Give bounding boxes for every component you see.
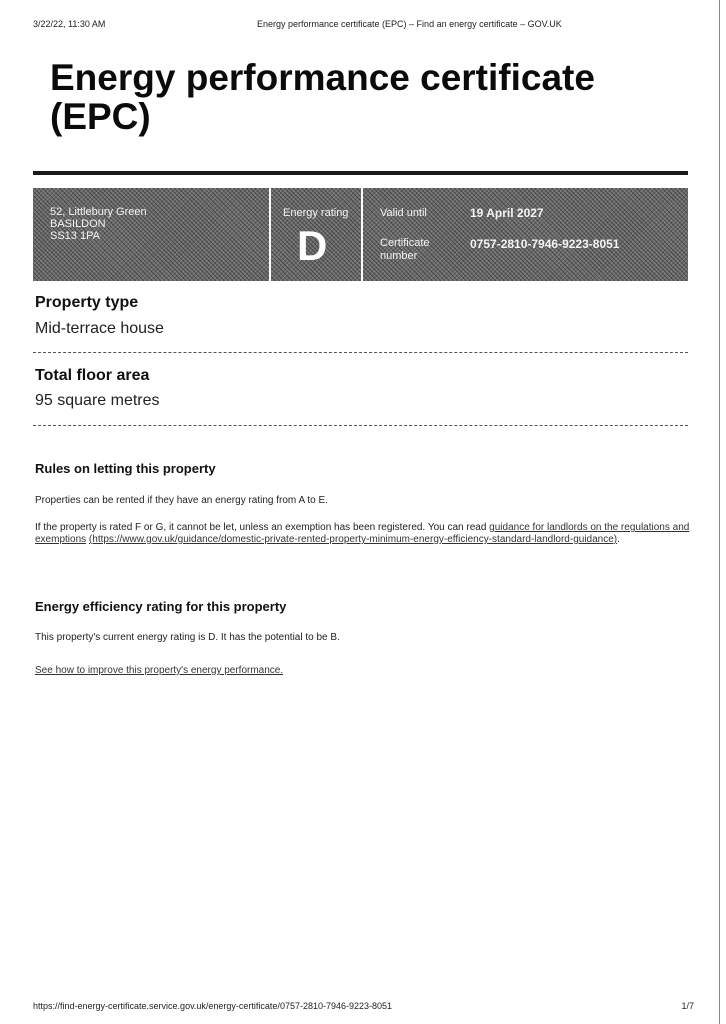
section-divider (33, 425, 688, 426)
page-title: Energy performance certificate (EPC) (50, 57, 595, 137)
print-header (33, 19, 696, 33)
valid-until-date: 19 April 2027 (470, 206, 544, 220)
energy-efficiency-text: This property's current energy rating is D. It has the potential to be B. (35, 632, 340, 643)
energy-rating-label: Energy rating (283, 207, 349, 219)
floor-area-heading: Total floor area (35, 367, 150, 384)
title-divider (33, 171, 688, 175)
letting-text-end: . (617, 534, 620, 545)
certificate-number: 0757-2810-7946-9223-8051 (470, 237, 620, 251)
letting-rules-paragraph-2 (35, 522, 690, 546)
letting-rules-heading: Rules on letting this property (35, 461, 216, 476)
print-date: 3/22/22, 11:30 AM (33, 19, 106, 29)
property-type-heading: Property type (35, 294, 139, 311)
epc-summary-banner (33, 188, 688, 281)
property-address (50, 206, 147, 242)
letting-text: If the property is rated F or G, it cannot be let, unless an exemption has been registered. You can read (35, 522, 490, 533)
page-number: 1/7 (681, 1001, 694, 1011)
landlord-guidance-link[interactable]: guidance for landlords on the regulations and exemptions (35, 522, 690, 545)
address-line-3: SS13 1PA (50, 230, 100, 242)
print-url: https://find-energy-certificate.service.gov.uk/energy-certificate/0757-2810-7946-9223-8051 (33, 1001, 393, 1011)
energy-efficiency-heading: Energy efficiency rating for this property (35, 599, 287, 614)
landlord-guidance-url[interactable]: (https://www.gov.uk/guidance/domestic-private-rented-property-minimum-energy-efficiency-standard-landlord-guidance) (88, 534, 618, 545)
letting-rules-paragraph-1: Properties can be rented if they have an energy rating from A to E. (35, 495, 328, 506)
valid-until-label: Valid until (380, 207, 427, 219)
print-document-title: Energy performance certificate (EPC) – Find an energy certificate – GOV.UK (257, 19, 562, 29)
print-footer (33, 1001, 694, 1013)
address-line-1: 52, Littlebury Green (50, 206, 147, 218)
banner-divider (269, 188, 271, 281)
section-divider (33, 352, 688, 353)
certificate-number-label: Certificate number (380, 237, 430, 262)
improve-performance-link[interactable]: See how to improve this property's energy performance. (35, 665, 284, 676)
floor-area-value: 95 square metres (35, 392, 160, 409)
address-line-2: BASILDON (50, 218, 106, 230)
property-type-value: Mid-terrace house (35, 320, 164, 337)
scan-edge-line (719, 0, 720, 1024)
energy-rating-letter: D (297, 222, 328, 269)
banner-divider (361, 188, 363, 281)
